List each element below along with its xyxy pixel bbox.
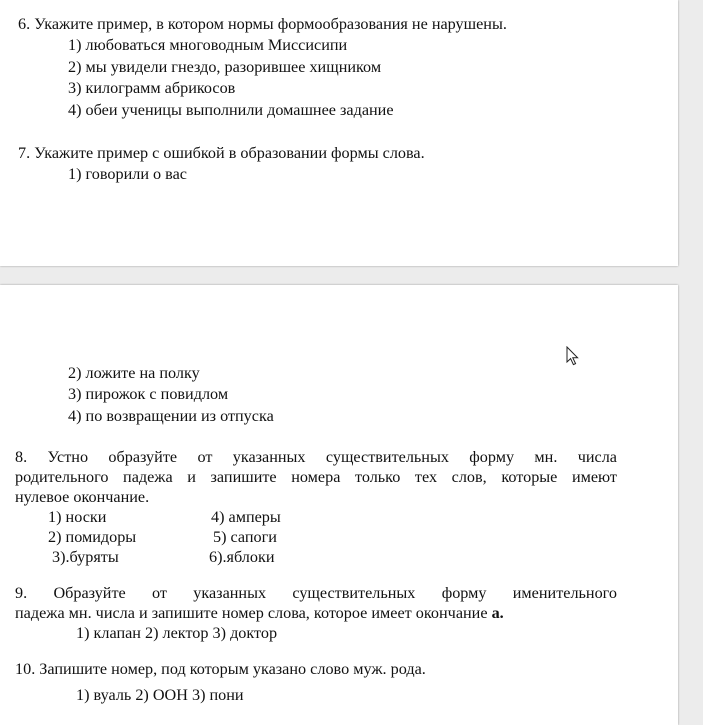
question-9-options: 1) клапан 2) лектор 3) доктор (76, 624, 278, 642)
question-8-text-line-3: нулевое окончание. (15, 488, 150, 506)
question-10-options: 1) вуаль 2) ООН 3) пони (76, 686, 244, 704)
question-8-word-4: 4) амперы (211, 508, 281, 526)
question-9-ending: а. (491, 604, 504, 622)
question-6-option-3: 3) килограмм абрикосов (68, 79, 236, 97)
question-7-option-4: 4) по возвращении из отпуска (68, 407, 274, 425)
question-9-text-line-2 (15, 603, 504, 623)
question-6-title: 6. Укажите пример, в котором нормы формообразования не нарушены. (18, 15, 507, 33)
document-page-1 (0, 0, 678, 266)
question-8-word-5: 5) сапоги (213, 528, 277, 546)
question-7-title: 7. Укажите пример с ошибкой в образовании формы слова. (18, 144, 425, 162)
question-7-option-1: 1) говорили о вас (68, 165, 187, 183)
question-9-text-line-2-body: падежа мн. числа и запишите номер слова, которое имеет окончание (15, 604, 492, 622)
question-8-word-3: 3).буряты (52, 548, 119, 566)
question-6-option-2: 2) мы увидели гнездо, разорившее хищником (68, 58, 382, 76)
question-8-word-2: 2) помидоры (48, 528, 137, 546)
question-7-option-3: 3) пирожок с повидлом (68, 385, 229, 403)
question-8-text-line-1: 8. Устно образуйте от указанных существительных форму мн. числа (15, 448, 617, 466)
question-10-title: 10. Запишите номер, под которым указано слово муж. рода. (15, 660, 426, 678)
question-9-text-line-1: 9. Образуйте от указанных существительных форму именительного (15, 584, 617, 602)
question-8-word-1: 1) носки (48, 508, 107, 526)
question-7-option-2: 2) ложите на полку (68, 364, 200, 382)
question-6-option-1: 1) любоваться многоводным Миссисипи (68, 36, 348, 54)
question-6-option-4: 4) обеи ученицы выполнили домашнее задание (68, 101, 394, 119)
question-8-word-6: 6).яблоки (209, 548, 275, 566)
question-8-text-line-2: родительного падежа и запишите номера только тех слов, которые имеют (15, 468, 617, 486)
mouse-cursor-icon (566, 346, 580, 366)
